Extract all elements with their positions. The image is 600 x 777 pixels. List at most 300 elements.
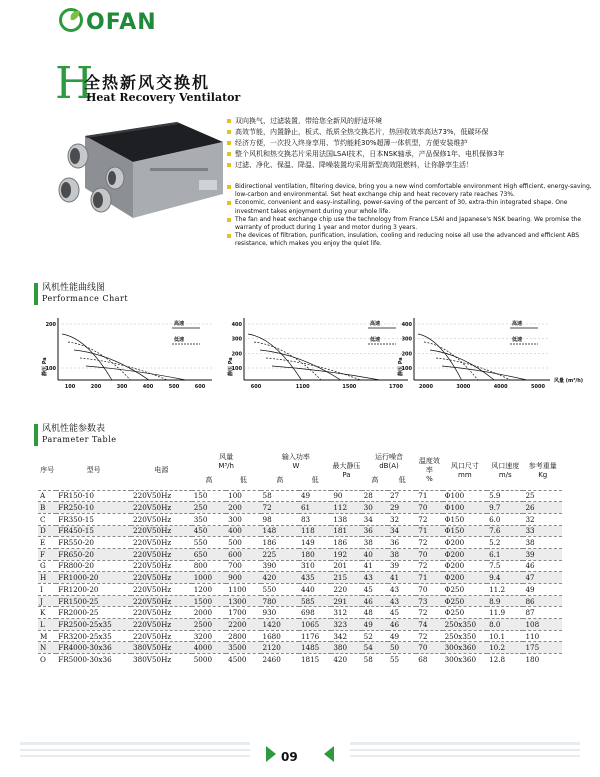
chart-legend-label: 低速 [370,337,381,343]
table-cell: 52 [363,631,373,641]
table-row [38,654,562,665]
table-cell: 1420 [262,619,281,629]
chart-y-label: 静压 Pa [42,357,48,376]
table-cell: 650 [193,549,208,559]
header-power-low: 低 [311,475,319,484]
features-en-list [227,183,597,249]
table-cell: 2500 [193,619,213,629]
table-cell: 30 [363,503,373,513]
table-row [38,490,562,502]
table-cell: 100 [228,491,242,501]
table-row [38,619,562,631]
table-cell: 1485 [300,643,320,653]
table-cell: O [40,654,46,664]
table-cell: 45 [363,584,373,594]
table-cell: 2000 [193,608,213,618]
heat-recovery-unit-photo [55,118,230,226]
table-cell: 87 [525,608,535,618]
table-cell: 220V50Hz [133,561,172,571]
table-cell: 72 [262,503,272,513]
table-cell: 8.9 [489,596,501,606]
chart-y-tick-label: 300 [231,336,242,343]
table-row [38,630,562,642]
chart-series-line [260,350,341,380]
table-cell: 220V50Hz [133,503,172,513]
table-cell: 70 [418,503,428,513]
table-cell: 440 [300,584,315,594]
table-cell: 33 [525,526,535,536]
chart-x-tick-label: 100 [64,384,76,390]
table-cell: 83 [300,514,311,524]
table-cell: 585 [300,596,315,606]
table-cell: 4000 [193,643,213,653]
chart-series-line [74,350,149,380]
table-cell: 72 [418,631,428,641]
table-cell: FR150-10 [58,491,94,501]
table-cell: 291 [333,596,348,606]
table-cell: Φ100 [444,491,465,501]
table-cell: 70 [418,549,428,559]
table-cell: 323 [333,619,348,629]
table-cell: 28 [363,491,373,501]
table-cell: 342 [333,631,348,641]
table-cell: 5.2 [489,538,501,548]
table-cell: 50 [389,643,400,653]
table-cell: 32 [525,514,535,524]
chart-x-tick-label: 200 [90,384,102,390]
table-cell: 780 [262,596,277,606]
table-row [38,513,562,525]
chart-x-tick-label: 1100 [295,384,310,390]
table-cell: 36 [389,538,400,548]
table-cell: 550 [262,584,277,594]
chart-x-tick-label: 600 [194,384,206,390]
table-cell: 29 [389,503,400,513]
table-cell: A [40,491,46,501]
table-cell: 500 [228,538,242,548]
chart-x-tick-label: 2000 [419,384,433,390]
table-cell: 108 [525,619,540,629]
chart-y-tick-label: 300 [401,336,412,343]
bullet-icon [227,152,231,156]
chart-x-tick-label: 3000 [456,384,471,390]
table-cell: 72 [418,561,428,571]
table-cell: C [40,514,46,524]
table-cell: 1815 [300,654,320,664]
table-cell: FR450-15 [58,526,94,536]
table-cell: FR650-20 [58,549,94,559]
table-cell: 26 [525,503,535,513]
table-cell: 186 [333,538,348,548]
footer-decoration [0,740,600,768]
chart-legend-label: 高速 [370,321,381,327]
table-cell: 49 [525,584,535,594]
table-cell: B [40,503,46,513]
table-cell: 11.2 [489,584,506,594]
brand-logo-text: OFAN [86,9,157,35]
table-cell: 90 [333,491,343,501]
table-cell: 49 [363,619,373,629]
header-noise-high: 高 [371,475,379,484]
feature-en-item: The fan and heat exchange chip use the technology from France LSAI and Japanese's NSK bearing. We promise the warranty of product during 1 year and motor during 3 years. [227,216,597,232]
chart-y-tick-label: 100 [401,366,412,372]
table-row [38,502,562,514]
table-row [38,560,562,572]
leaf-o-icon [58,7,84,37]
parameter-table [38,452,562,665]
table-cell: 38 [363,538,373,548]
table-cell: E [40,538,46,548]
table-cell: FR550-20 [58,538,94,548]
bullet-icon [227,201,231,205]
chart-legend-label: 低速 [174,337,185,343]
table-cell: 3200 [193,631,213,641]
header-ref-weight: 参考重量 Kg [528,461,557,479]
table-cell: 220 [333,584,348,594]
chart-x-tick-label: 1500 [342,384,357,390]
table-cell: 180 [300,549,315,559]
table-cell: 39 [525,549,535,559]
chart-y-tick-label: 200 [231,351,242,358]
feature-en-item: The devices of filtration, purification, insulation, cooling and reducing noise all use the advanced and efficient ABS resistance, which makes you enjoy the quiet life. [227,232,597,248]
table-cell: FR1200-20 [58,584,99,594]
table-cell: 98 [262,514,272,524]
table-cell: 7.6 [489,526,501,536]
table-cell: FR1000-20 [58,573,99,583]
header-airflow-high: 高 [205,475,213,484]
bullet-icon [227,185,231,189]
table-cell: L [40,619,45,629]
table-cell: 220V50Hz [133,584,172,594]
section-header-performance [34,283,128,305]
table-cell: 380V50Hz [133,654,172,664]
table-cell: FR3200-25x35 [58,631,112,641]
header-outlet-speed: 风口速度 m/s [491,461,520,479]
table-cell: 41 [389,573,400,583]
chart-x-tick-label: 5000 [531,384,545,390]
chart-y-tick-label: 400 [231,322,242,328]
chart-series-line [430,350,494,380]
table-cell: 47 [525,573,535,583]
table-cell: 118 [300,526,315,536]
table-cell: 300 [228,514,242,524]
table-cell: 250x350 [444,631,477,641]
table-cell: 58 [262,491,272,501]
table-cell: 215 [333,573,348,583]
product-title-cn: 全热新风交换机 [84,73,211,92]
table-cell: 700 [228,561,242,571]
table-cell: 39 [389,561,400,571]
table-cell: 930 [262,608,277,618]
feature-cn-item: 高效节能，内置静止，板式、纸质全热交换芯片，热回收效率高达73%，低碳环保 [227,127,599,138]
chart-x-tick-label: 600 [250,384,262,390]
table-cell: 41 [363,561,373,571]
table-cell: 220V50Hz [133,491,172,501]
table-cell: 1700 [228,608,247,618]
table-cell: 7.5 [489,561,501,571]
table-cell: 25 [525,491,535,501]
table-cell: 1100 [228,584,247,594]
features-cn-list [227,116,599,171]
table-cell: 220V50Hz [133,619,172,629]
table-row [38,572,562,584]
brand-logo [58,8,157,36]
table-cell: G [40,561,46,571]
table-cell: 71 [418,526,428,536]
product-letter: H [55,58,94,109]
table-cell: 71 [418,573,428,583]
table-cell: 300x360 [444,654,477,664]
table-cell: 48 [363,608,373,618]
section-title-cn: 风机性能曲线图 [42,283,106,293]
table-cell: 420 [262,573,277,583]
header-airflow: 风量 M³/h [218,452,234,470]
table-cell: 6.1 [489,549,501,559]
section-title-en: Parameter Table [42,435,117,444]
table-cell: 36 [363,526,373,536]
table-cell: 698 [300,608,315,618]
table-cell: 68 [418,654,428,664]
table-cell: 138 [333,514,348,524]
chart-x-tick-label: 1700 [389,384,403,390]
table-cell: 46 [525,561,535,571]
table-cell: 250 [193,503,208,513]
table-cell: FR350-15 [58,514,94,524]
table-cell: FR800-20 [58,561,94,571]
table-cell: 380 [333,643,348,653]
table-cell: I [40,584,43,594]
header-max-static: 最大静压 Pa [332,461,361,479]
header-noise-low: 低 [398,475,406,484]
table-cell: 72 [418,538,428,548]
table-cell: F [40,549,45,559]
table-cell: 43 [389,596,400,606]
chart-legend-label: 低速 [512,337,523,343]
table-row [38,537,562,549]
table-cell: 900 [228,573,242,583]
table-cell: 86 [525,596,535,606]
table-cell: H [40,573,47,583]
table-cell: 54 [363,643,373,653]
header-noise: 运行噪音 dB(A) [374,452,403,470]
table-cell: 34 [363,514,373,524]
table-cell: Φ250 [444,596,465,606]
table-cell: 2120 [262,643,281,653]
table-cell: 192 [333,549,348,559]
table-cell: Φ200 [444,538,465,548]
table-cell: 150 [193,491,208,501]
chart-y-label: 静压 Pa [228,357,234,376]
table-cell: Φ200 [444,549,465,559]
table-cell: FR5000-30x36 [58,654,112,664]
table-cell: 1300 [228,596,247,606]
table-cell: 3500 [228,643,247,653]
table-cell: 148 [262,526,277,536]
table-cell: 186 [262,538,277,548]
table-row [38,595,562,607]
table-cell: 9.7 [489,503,501,513]
bullet-icon [227,234,231,238]
table-cell: FR1500-25 [58,596,99,606]
table-row [38,607,562,619]
table-cell: 61 [300,503,311,513]
table-cell: 49 [389,631,400,641]
table-cell: 72 [418,608,428,618]
table-cell: 70 [418,584,428,594]
header-power-high: 高 [276,475,284,484]
section-title-cn: 风机性能参数表 [42,424,106,434]
table-cell: Φ250 [444,608,465,618]
table-cell: 5.9 [489,491,501,501]
table-cell: 27 [389,491,400,501]
table-cell: 1200 [193,584,213,594]
chart-legend-label: 高速 [512,321,523,327]
table-cell: 8.0 [489,619,501,629]
header-airflow-low: 低 [239,475,247,484]
feature-en-item: Economic, convenient and easy-installing, power-saving of the percent of 30, extra-thin integrated shape. One investment takes enjoyment during your whole life. [227,199,597,215]
header-outlet-size: 风口尺寸 mm [450,461,479,479]
table-cell: 400 [228,526,242,536]
table-cell: 600 [228,549,242,559]
table-cell: 73 [418,596,428,606]
chart-x-tick-label: 300 [116,384,128,390]
table-cell: 435 [300,573,315,583]
table-cell: Φ250 [444,584,465,594]
table-cell: Φ150 [444,514,465,524]
section-header-parameters [34,424,116,446]
table-cell: 72 [418,514,428,524]
table-cell: 310 [300,561,315,571]
table-cell: 34 [389,526,400,536]
table-cell: 45 [389,608,400,618]
table-cell: Φ200 [444,561,465,571]
table-cell: 220V50Hz [133,573,172,583]
table-cell: 10.1 [489,631,506,641]
table-cell: 380V50Hz [133,643,172,653]
table-cell: 800 [193,561,208,571]
table-cell: 420 [333,654,348,664]
bullet-icon [227,218,231,222]
feature-cn-item: 双向换气、过滤装置，带给您全新风的舒适环境 [227,116,599,127]
feature-cn-item: 整个风机和热交换芯片采用法国LSAI技术，日本NSK轴承，产品保修1年、电机保修3年 [227,149,599,160]
table-cell: 5000 [193,654,213,664]
table-cell: 1680 [262,631,281,641]
table-cell: M [40,631,48,641]
table-cell: 38 [525,538,535,548]
table-cell: 225 [262,549,277,559]
feature-cn-item: 过滤、净化、保温、降温、降噪装置均采用新型高效阻燃料，让你静享生活！ [227,160,599,171]
table-cell: 300x360 [444,643,477,653]
table-cell: 58 [363,654,373,664]
chart-y-tick-label: 200 [45,322,56,328]
chart-x-tick-label: 4000 [493,384,508,390]
table-cell: K [40,608,46,618]
table-cell: 220V50Hz [133,631,172,641]
table-cell: Φ150 [444,526,465,536]
table-cell: 1000 [193,573,213,583]
header-seq: 序号 [40,466,55,475]
bullet-icon [227,141,231,145]
table-cell: FR2000-25 [58,608,99,618]
table-cell: 220V50Hz [133,526,172,536]
table-cell: 1176 [300,631,320,641]
feature-en-item: Bidirectional ventilation, filtering device, bring you a new wind comfortable environment High efficient, energy-saving, low-carbon and environmental. Set heat exchange chip and heat recovery rate reaches 73%. [227,183,597,199]
table-cell: 181 [333,526,348,536]
table-cell: 2200 [228,619,247,629]
bullet-icon [227,130,231,134]
table-cell: 12.8 [489,654,506,664]
table-row [38,548,562,560]
table-cell: 6.0 [489,514,501,524]
table-cell: 46 [363,596,373,606]
header-temp-eff: 温度效率 % [418,457,440,484]
section-title-en: Performance Chart [42,294,129,303]
page-number: 09 [281,750,298,764]
chart-x-tick-label: 500 [168,384,180,390]
table-cell: 312 [333,608,348,618]
table-row [38,584,562,596]
chart-y-tick-label: 100 [45,366,56,372]
table-cell: 220V50Hz [133,549,172,559]
chart-series-line [436,358,511,380]
chart-y-tick-label: 400 [401,322,412,328]
table-cell: 550 [193,538,208,548]
table-cell: 220V50Hz [133,608,172,618]
table-cell: 38 [389,549,400,559]
table-cell: FR4000-30x36 [58,643,112,653]
table-cell: 1065 [300,619,320,629]
table-cell: 43 [363,573,373,583]
chart-x-label: 风量 (m³/h) [554,378,584,384]
table-cell: 46 [389,619,400,629]
table-cell: 350 [193,514,208,524]
performance-charts [30,310,595,404]
table-cell: 110 [525,631,540,641]
table-row [38,525,562,537]
table-row [38,642,562,654]
feature-cn-item: 经济方便，一次投入终身享用、节约能耗30%超薄一体机型，方便安装维护 [227,138,599,149]
table-cell: 43 [389,584,400,594]
table-cell: 2460 [262,654,281,664]
chart-y-tick-label: 200 [401,351,412,358]
table-cell: 32 [389,514,400,524]
bullet-icon [227,119,231,123]
header-power: 电源 [154,466,169,475]
table-cell: 11.9 [489,608,506,618]
table-cell: N [40,643,47,653]
header-model: 型号 [86,466,101,475]
table-cell: 180 [525,654,540,664]
table-cell: 9.4 [489,573,501,583]
table-cell: Φ200 [444,573,465,583]
chart-x-tick-label: 400 [142,384,154,390]
table-cell: FR2500-25x35 [58,619,112,629]
table-cell: 49 [300,491,311,501]
table-cell: 1500 [193,596,213,606]
table-cell: 149 [300,538,315,548]
table-cell: 175 [525,643,540,653]
table-cell: 220V50Hz [133,514,172,524]
chart-legend-label: 高速 [174,321,185,327]
table-cell: 220V50Hz [133,596,172,606]
table-cell: 55 [389,654,400,664]
table-cell: 10.2 [489,643,506,653]
table-cell: 200 [228,503,242,513]
table-cell: 2800 [228,631,247,641]
table-cell: 74 [418,619,428,629]
table-cell: 250x350 [444,619,477,629]
table-cell: 70 [418,643,428,653]
